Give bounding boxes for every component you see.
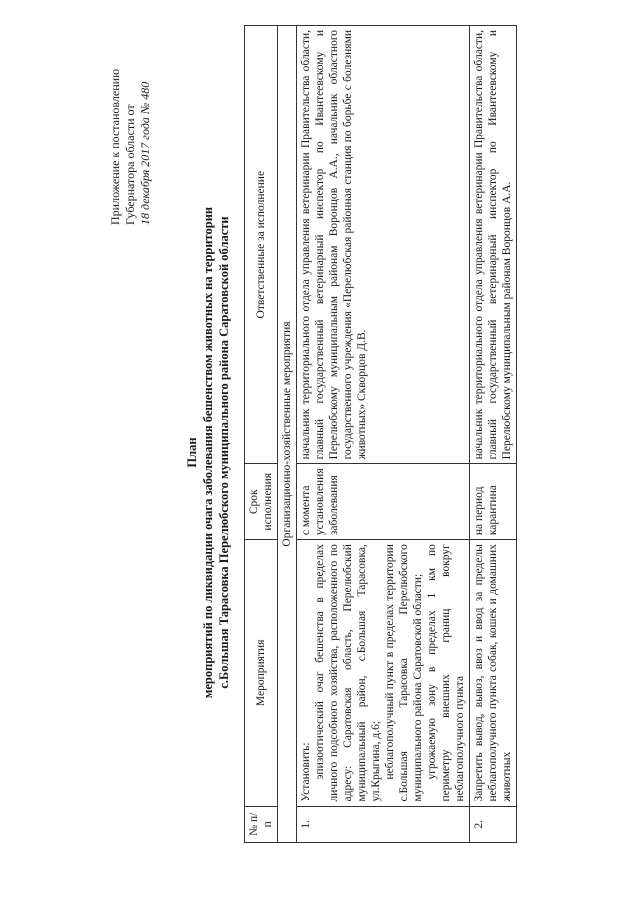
table-header-row bbox=[245, 26, 278, 843]
row-term: на период карантина bbox=[470, 464, 517, 540]
document-title bbox=[184, 0, 232, 905]
row-activity: Запретить вывод, вывоз, ввоз и ввод за пределы неблагополучного пункта собак, кошек и домашних животных bbox=[470, 540, 517, 806]
header-term: Срок исполнения bbox=[245, 464, 278, 540]
table-row bbox=[470, 26, 517, 843]
appendix-date: 18 декабря 2017 года № 480 bbox=[138, 81, 152, 225]
title-line-1: План bbox=[185, 437, 199, 468]
appendix-line-2: Губернатора области от bbox=[123, 104, 137, 225]
activity-paragraph: эпизоотический очаг бешенства в пределах личного подсобного хозяйства, расположенного по адресу: Саратовская область, Перелюбский муниципальный район, с.Большая Тарасовка, ул.Крыгина, д.6; bbox=[314, 544, 382, 802]
header-activity: Мероприятия bbox=[245, 540, 278, 806]
row-term: с момента установления заболевания bbox=[297, 464, 470, 540]
activity-paragraph: неблагополучный пункт в пределах территории с.Большая Тарасовка Перелюбского муниципального района Саратовской области; bbox=[384, 544, 424, 802]
appendix-line-1: Приложение к постановлению bbox=[108, 68, 122, 225]
row-responsible: начальник территориального отдела управления ветеринарии Правительства области, главный государственный ветеринарный инспектор по Ивантеевскому и Перелюбскому муниципальным районам Воронцов А.А. bbox=[470, 26, 517, 464]
title-line-2: мероприятий по ликвидации очага заболевания бешенством животных на территории bbox=[201, 206, 215, 699]
table-row bbox=[297, 26, 470, 843]
activity-lead: Установить: bbox=[300, 742, 312, 802]
row-num: 1. bbox=[297, 806, 470, 842]
activity-paragraph: угрожаемую зону в пределах 1 км по периметру внешних границ вокруг неблагополучного пункта bbox=[426, 544, 466, 802]
row-num: 2. bbox=[470, 806, 517, 842]
row-responsible: начальник территориального отдела управления ветеринарии Правительства области, главный государственный ветеринарный инспектор по Ивантеевскому и Перелюбскому муниципальным районам Воронцов А.А., начальник областного государственного учреждения «Перелюбская районная станция по борьбе с болезнями животных» Скворцов Д.В. bbox=[297, 26, 470, 464]
header-num: № п/п bbox=[245, 806, 278, 842]
header-responsible: Ответственные за исполнение bbox=[245, 26, 278, 464]
plan-table bbox=[244, 25, 517, 843]
title-line-3: с.Большая Тарасовка Перелюбского муниципального района Саратовской области bbox=[217, 216, 231, 689]
appendix-note bbox=[108, 69, 153, 225]
row-activity bbox=[297, 540, 470, 806]
section-title: Организационно-хозяйственные мероприятия bbox=[278, 26, 297, 843]
section-row bbox=[278, 26, 297, 843]
